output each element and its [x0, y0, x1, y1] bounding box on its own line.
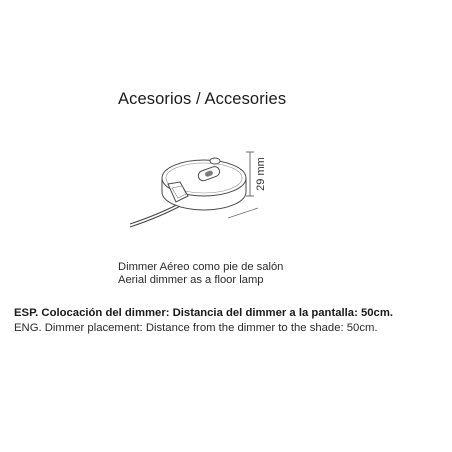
- placement-note-esp: ESP. Colocación del dimmer: Distancia del dimmer a la pantalla: 50cm.: [14, 307, 393, 319]
- placement-notes: [14, 306, 393, 336]
- cable-line: [130, 203, 186, 227]
- dimension-label: 29 mm: [255, 157, 267, 191]
- illustration-caption: [118, 261, 283, 287]
- caption-line-es: Dimmer Aéreo como pie de salón: [118, 261, 284, 273]
- section-title: Acesorios / Accesories: [118, 90, 287, 108]
- caption-line-en: Aerial dimmer as a floor lamp: [118, 274, 264, 286]
- placement-note-eng: ENG. Dimmer placement: Distance from the dimmer to the shade: 50cm.: [14, 322, 378, 334]
- dimmer-illustration: [128, 140, 278, 240]
- knob-cap: [210, 158, 220, 164]
- floor-line: [228, 208, 258, 218]
